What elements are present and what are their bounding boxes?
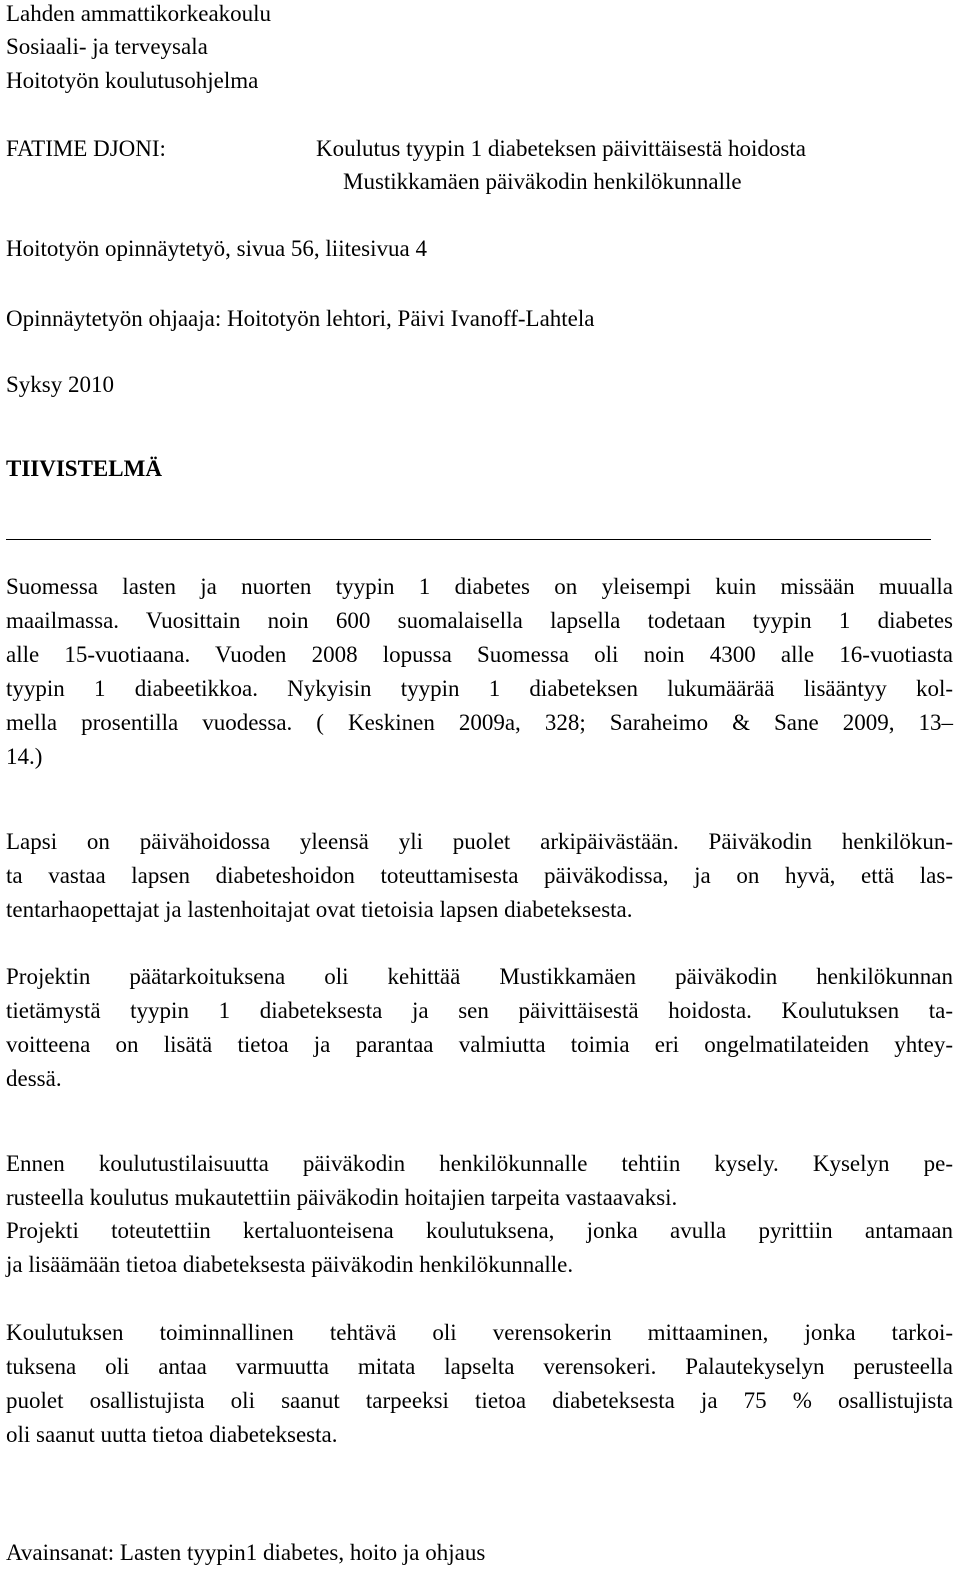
institution-name: Lahden ammattikorkeakoulu [6, 1, 272, 26]
paragraph-line: Koulutuksen toiminnallinen tehtävä oli verensokerin mittaaminen, jonka tarkoi- [6, 1320, 953, 1345]
faculty-name: Sosiaali- ja terveysala [6, 34, 208, 59]
paragraph-line: mella prosentilla vuodessa. ( Keskinen 2009a, 328; Saraheimo & Sane 2009, 13– [6, 710, 953, 735]
thesis-title-line-1: Koulutus tyypin 1 diabeteksen päivittäisestä hoidosta [316, 136, 806, 161]
paragraph-line: 14.) [6, 744, 43, 769]
paragraph-line: ta vastaa lapsen diabeteshoidon toteuttamisesta päiväkodissa, ja on hyvä, että las- [6, 863, 953, 888]
paragraph-line: ja lisäämään tietoa diabeteksesta päiväkodin henkilökunnalle. [6, 1252, 574, 1277]
paragraph-line: tuksena oli antaa varmuutta mitata lapselta verensokeri. Palautekyselyn perusteella [6, 1354, 953, 1379]
paragraph-line: tyypin 1 diabeetikkoa. Nykyisin tyypin 1 diabeteksen lukumäärää lisääntyy kol- [6, 676, 953, 701]
keywords: Avainsanat: Lasten tyypin1 diabetes, hoito ja ohjaus [6, 1540, 486, 1565]
programme-name: Hoitotyön koulutusohjelma [6, 68, 259, 93]
paragraph-line: maailmassa. Vuosittain noin 600 suomalaisella lapsella todetaan tyypin 1 diabetes [6, 608, 953, 633]
paragraph-line: Projektin päätarkoituksena oli kehittää Mustikkamäen päiväkodin henkilökunnan [6, 964, 953, 989]
thesis-info: Hoitotyön opinnäytetyö, sivua 56, liitesivua 4 [6, 236, 427, 261]
paragraph-line: tietämystä tyypin 1 diabeteksesta ja sen päivittäisestä hoidosta. Koulutuksen ta- [6, 998, 953, 1023]
supervisor: Opinnäytetyön ohjaaja: Hoitotyön lehtori, Päivi Ivanoff-Lahtela [6, 306, 595, 331]
abstract-heading: TIIVISTELMÄ [6, 456, 162, 481]
paragraph-line: dessä. [6, 1066, 62, 1091]
paragraph-line: oli saanut uutta tietoa diabeteksesta. [6, 1422, 338, 1447]
heading-rule [6, 539, 931, 540]
term: Syksy 2010 [6, 372, 114, 397]
thesis-title-line-2: Mustikkamäen päiväkodin henkilökunnalle [343, 169, 742, 194]
paragraph-line: voitteena on lisätä tietoa ja parantaa valmiutta toimia eri ongelmatilateiden yhtey- [6, 1032, 953, 1057]
paragraph-line: Lapsi on päivähoidossa yleensä yli puolet arkipäivästään. Päiväkodin henkilökun- [6, 829, 953, 854]
paragraph-line: tentarhaopettajat ja lastenhoitajat ovat tietoisia lapsen diabeteksesta. [6, 897, 633, 922]
author-name: FATIME DJONI: [6, 136, 166, 161]
paragraph-line: alle 15-vuotiaana. Vuoden 2008 lopussa Suomessa oli noin 4300 alle 16-vuotiasta [6, 642, 953, 667]
paragraph-line: puolet osallistujista oli saanut tarpeeksi tietoa diabeteksesta ja 75 % osallistujista [6, 1388, 953, 1413]
paragraph-line: Suomessa lasten ja nuorten tyypin 1 diabetes on yleisempi kuin missään muualla [6, 574, 953, 599]
paragraph-line: Ennen koulutustilaisuutta päiväkodin henkilökunnalle tehtiin kysely. Kyselyn pe- [6, 1151, 953, 1176]
paragraph-line: rusteella koulutus mukautettiin päiväkodin hoitajien tarpeita vastaavaksi. [6, 1185, 678, 1210]
paragraph-line: Projekti toteutettiin kertaluonteisena koulutuksena, jonka avulla pyrittiin antamaan [6, 1218, 953, 1243]
